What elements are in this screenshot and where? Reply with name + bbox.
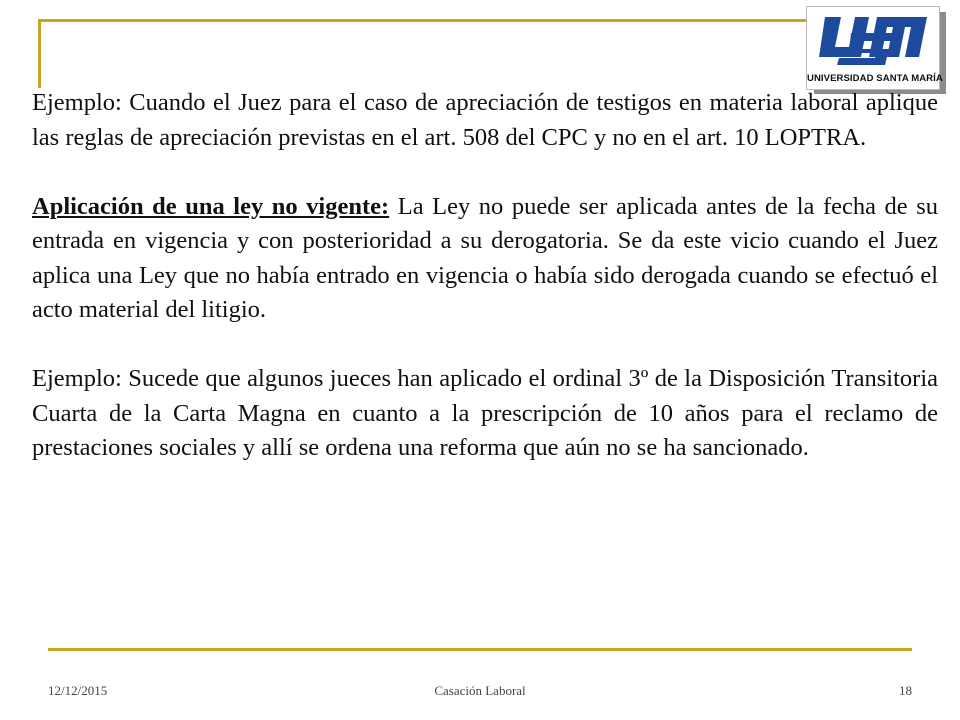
university-logo: [806, 6, 946, 94]
footer-title: Casación Laboral: [434, 683, 526, 698]
footer-divider: [48, 648, 912, 651]
frame-vertical-line: [38, 19, 41, 88]
footer-page-number: 18: [899, 683, 912, 698]
paragraph-example-1: Ejemplo: Cuando el Juez para el caso de apreciación de testigos en materia laboral aplique las reglas de apreciación previstas en el art. 508 del CPC y no en el art. 10 LOPTRA.: [32, 89, 938, 151]
logo-box: [806, 6, 943, 90]
logo-university-name: UNIVERSIDAD SANTA MARÍA: [807, 73, 943, 84]
paragraph-example-2: Ejemplo: Sucede que algunos jueces han aplicado el ordinal 3º de la Disposición Transitoria Cuarta de la Carta Magna en cuanto a la prescripción de 10 años para el reclamo de prestaciones sociales y allí se ordena una reforma que aún no se ha sancionado.: [32, 365, 938, 461]
paragraph-ley-no-vigente: [32, 190, 938, 328]
usm-logo-icon: [815, 11, 931, 69]
term-definition: La Ley no puede ser aplicada antes de la fecha de su entrada en vigencia y con posterioridad a su derogatoria. Se da este vicio cuando el Juez aplica una Ley que no había entrado en vigencia o había sido derogada cuando se efectuó el acto material del litigio.: [32, 192, 938, 323]
slide-body: [32, 86, 938, 466]
footer-date: 12/12/2015: [48, 683, 108, 698]
term-heading: Aplicación de una ley no vigente:: [32, 192, 390, 220]
frame-top-line: [38, 19, 808, 22]
